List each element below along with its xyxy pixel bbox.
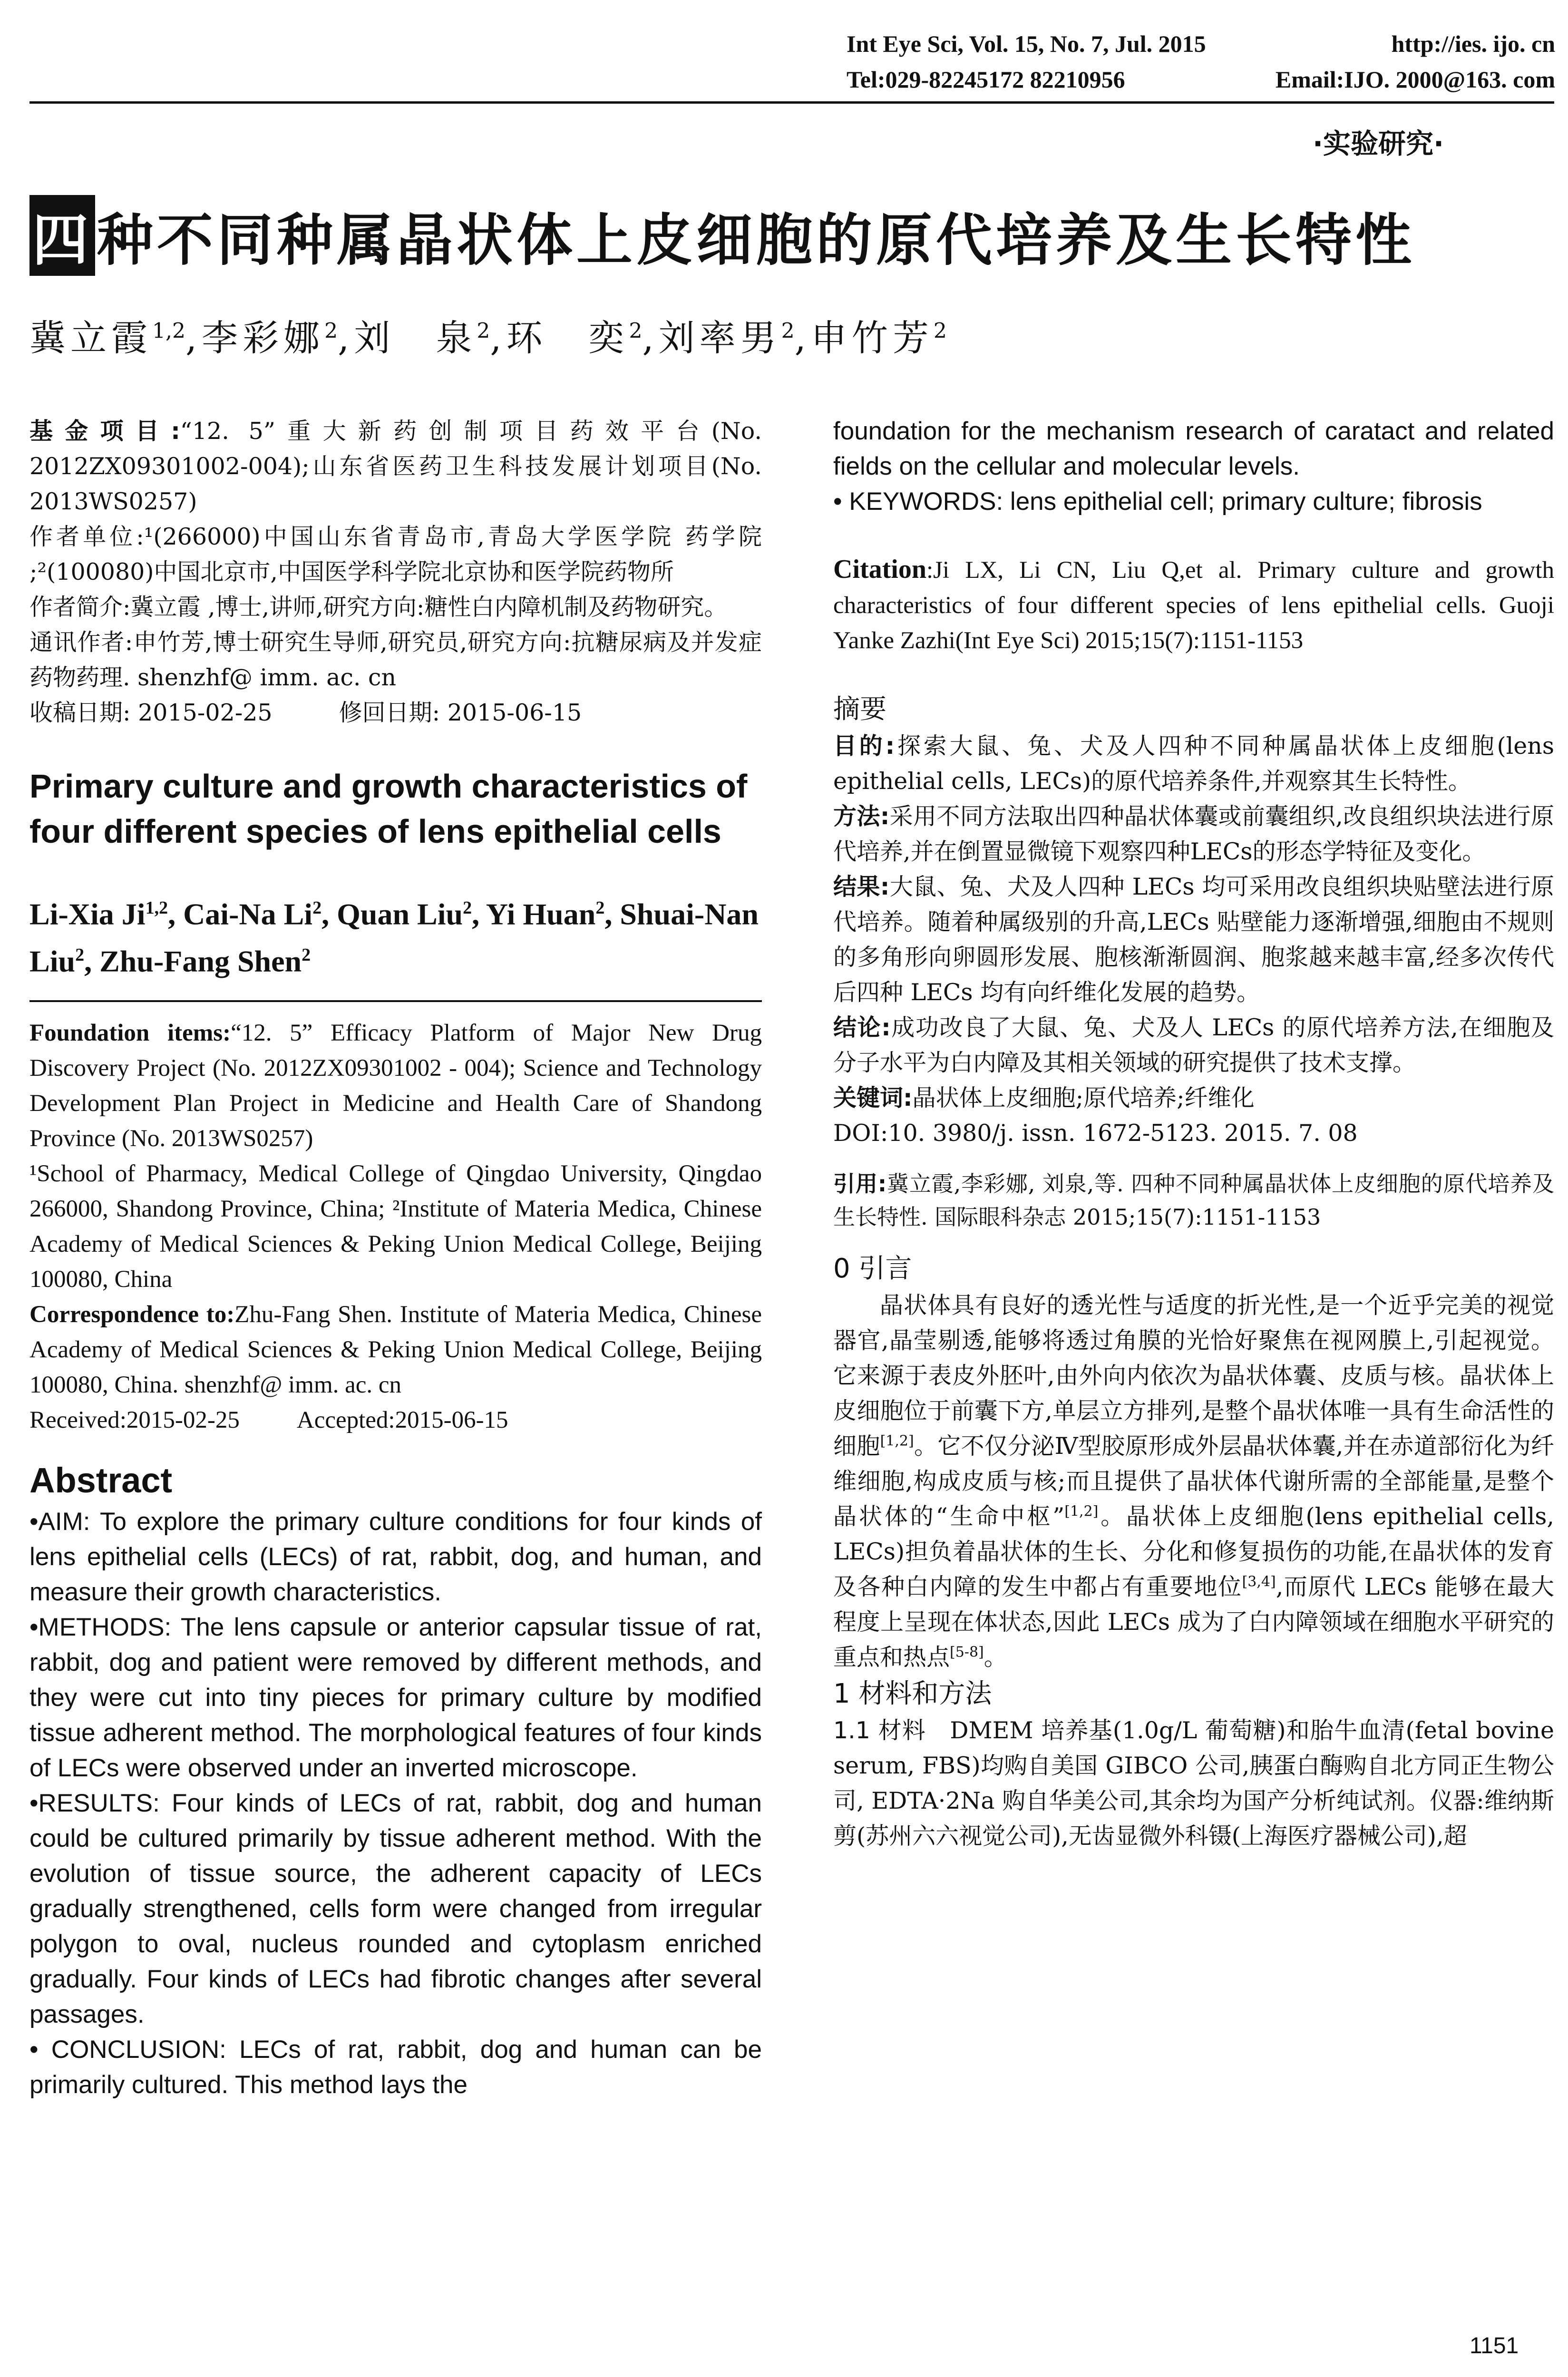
aim-cn-label: 目的:: [833, 732, 895, 760]
author-aff: 2: [463, 898, 472, 918]
abstract-cn-keywords: [833, 1081, 1554, 1116]
author-aff: 2: [75, 945, 85, 965]
abstract-cn-results: [833, 869, 1554, 1010]
corr-cn: [29, 625, 762, 695]
materials-text: DMEM 培养基(1.0g/L 葡萄糖)和胎牛血清(fetal bovine serum, FBS)均购自美国 GIBCO 公司,胰蛋白酶购自北方同正生物公司, EDTA·2Na 购自华美公司,其余均为国产分析纯试剂。仪器:维纳斯剪(苏州六六视觉公司),无齿显微外科镊(上海医疗器械公司),超: [833, 1717, 1554, 1850]
abstract-en-continued: [833, 414, 1554, 519]
unit-cn-label: 作者单位:: [29, 523, 144, 550]
abstract-en: [29, 1504, 762, 2103]
journal-url: http://ies. ijo. cn: [1391, 30, 1555, 57]
author-cn: 冀立霞: [29, 317, 152, 359]
keywords-cn-text: 晶状体上皮细胞;原代培养;纤维化: [912, 1084, 1255, 1111]
author-cn: 李彩娜: [202, 317, 325, 359]
unit-cn: [29, 519, 762, 590]
corr-en-text: Zhu-Fang Shen. Institute of Materia Medica, Chinese Academy of Medical Sciences & Peking Union Medical College, Beijing 100080, China. shenzhf@ imm. ac. cn: [29, 1301, 762, 1398]
methods-cn-text: 采用不同方法取出四种晶状体囊或前囊组织,改良组织块法进行原代培养,并在倒置显微镜下观察四种LECs的形态学特征及变化。: [833, 803, 1554, 865]
abstract-conclusion-start: • CONCLUSION: LECs of rat, rabbit, dog and human can be primarily cultured. This method lays the: [29, 2035, 762, 2099]
author-aff: 2: [312, 898, 322, 918]
abstract-cn: [833, 729, 1554, 1151]
dates-en: [29, 1403, 762, 1438]
reference-mark: [1,2]: [1064, 1503, 1099, 1520]
results-cn-text: 大鼠、兔、犬及人四种 LECs 均可采用改良组织块贴壁法进行原代培养。随着种属级别的升高,LECs 贴壁能力逐渐增强,细胞由不规则的多角形向卵圆形发展、胞核渐渐圆润、胞浆越来越丰富,经多次传代后四种 LECs 均有向纤维化发展的趋势。: [833, 873, 1554, 1006]
fund-en-label: Foundation items:: [29, 1019, 231, 1046]
abstract-keywords: • KEYWORDS: lens epithelial cell; primary culture; fibrosis: [833, 487, 1482, 516]
author-en: Yi Huan: [486, 897, 596, 931]
bio-cn-text: 冀立霞 ,博士,讲师,研究方向:糖性白内障机制及药物研究。: [130, 594, 728, 621]
citation-en-label: Citation: [833, 555, 926, 584]
journal-tel: Tel:029-82245172 82210956: [847, 66, 1125, 93]
author-cn: 刘率男: [658, 317, 781, 359]
author-en: Shuai-Nan Liu: [29, 897, 759, 978]
page-number: 1151: [1470, 2333, 1519, 2358]
author-aff: 2: [629, 319, 643, 343]
reference-mark: [1,2]: [880, 1432, 914, 1450]
corr-cn-text: 申竹芳,博士研究生导师,研究员,研究方向:抗糖尿病及并发症药物药理. shenzhf@ imm. ac. cn: [29, 629, 762, 691]
english-title: Primary culture and growth characteristics of four different species of lens epithelial cells: [29, 768, 748, 850]
fund-en: [29, 1015, 762, 1156]
aim-cn-text: 探索大鼠、兔、犬及人四种不同种属晶状体上皮细胞(lens epithelial cells, LECs)的原代培养条件,并观察其生长特性。: [833, 732, 1554, 795]
fund-cn: [29, 414, 762, 519]
abstract-methods: •METHODS: The lens capsule or anterior capsular tissue of rat, rabbit, dog and patient were removed by different methods, and they were cut into tiny pieces for primary culture by modified tissue adherent method. The morphological features of four kinds of LECs were observed under an inverted microscope.: [29, 1613, 762, 1782]
methods-heading: 1 材料和方法: [833, 1678, 992, 1709]
author-aff: 2: [302, 945, 311, 965]
left-column: [29, 414, 762, 2103]
methods-cn-label: 方法:: [833, 803, 890, 830]
keywords-cn-label: 关键词:: [833, 1084, 913, 1111]
corr-cn-label: 通讯作者:: [29, 629, 133, 656]
english-authors: Li-Xia Ji$^{1,2}$, Cai-Na Li$^2$, Quan Liu$^2$, Yi Huan$^2$, Shuai-Nan Liu$^2$, Zhu-Fang Shen$^2$: [29, 897, 759, 978]
intro-text: ,而原代 LECs 能够在最大程度上呈现在体状态,因此 LECs 成为了白内障领域在细胞水平研究的重点和热点: [833, 1573, 1554, 1671]
intro-text: 晶状体具有良好的透光性与适度的折光性,是一个近乎完美的视觉器官,晶莹剔透,能够将透过角膜的光恰好聚焦在视网膜上,引起视觉。它来源于表皮外胚叶,由外向内依次为晶状体囊、皮质与核。晶状体上皮细胞位于前囊下方,单层立方排列,是整个晶状体唯一具有生命活性的细胞: [833, 1292, 1554, 1460]
citation-cn-label: 引用:: [833, 1171, 887, 1197]
intro-text: 。: [984, 1644, 1007, 1671]
author-aff: 2: [781, 319, 795, 343]
english-article-info: [29, 1015, 762, 1438]
materials-label: 1.1 材料: [833, 1717, 926, 1744]
abstract-cn-methods: [833, 799, 1554, 869]
reference-mark: [5-8]: [950, 1644, 984, 1661]
chinese-authors: 冀立霞$^{1,2}$,李彩娜$^2$,刘 泉$^2$,环 奕$^2$,刘率男$^2$,申竹芳$^2$: [29, 317, 947, 359]
title-first-char: 四: [29, 195, 95, 276]
bio-cn: [29, 590, 762, 625]
intro-paragraph: [833, 1288, 1554, 1675]
author-aff: 2: [595, 898, 605, 918]
results-cn-label: 结果:: [833, 873, 890, 900]
author-cn: 刘 泉: [354, 317, 477, 359]
author-cn: 申竹芳: [810, 317, 934, 359]
unit-cn-text: ¹(266000)中国山东省青岛市,青岛大学医学院 药学院 ;²(100080)中国北京市,中国医学科学院北京协和医学院药物所: [29, 523, 762, 585]
materials-paragraph: [833, 1713, 1554, 1854]
journal-email: Email:IJO. 2000@163. com: [1275, 66, 1555, 93]
intro-text: 。晶状体上皮细胞(lens epithelial cells, LECs)担负着晶状体的生长、分化和修复损伤的功能,在晶状体的发育及各种白内障的发生中都占有重要地位: [833, 1503, 1554, 1600]
journal-citation-line: Int Eye Sci, Vol. 15, No. 7, Jul. 2015: [847, 30, 1206, 57]
abstract-heading: Abstract: [29, 1460, 173, 1500]
author-en: Quan Liu: [337, 897, 463, 931]
title-rest: 种不同种属晶状体上皮细胞的原代培养及生长特性: [97, 207, 1416, 273]
author-aff: 2: [477, 319, 490, 343]
author-en: Zhu-Fang Shen: [99, 944, 302, 978]
section-rule: [29, 1000, 762, 1002]
abstract-results: •RESULTS: Four kinds of LECs of rat, rabbit, dog and human could be cultured primarily by tissue adherent method. With the evolution of tissue source, the adherent capacity of LECs gradually strengthened, cells form were changed from irregular polygon to oval, nucleus rounded and cytoplasm enriched gradually. Four kinds of LECs had fibrotic changes after several passages.: [29, 1789, 762, 2028]
citation-cn-text: 冀立霞,李彩娜, 刘泉,等. 四种不同种属晶状体上皮细胞的原代培养及生长特性. 国际眼科杂志 2015;15(7):1151-1153: [833, 1171, 1554, 1230]
corr-en: [29, 1297, 762, 1403]
abstract-aim: •AIM: To explore the primary culture conditions for four kinds of lens epithelial cells (LECs) of rat, rabbit, dog, and human, and measure their growth characteristics.: [29, 1507, 762, 1606]
accepted-en: Accepted:2015-06-15: [296, 1406, 508, 1433]
author-aff: 1,2: [152, 319, 185, 343]
corr-en-label: Correspondence to:: [29, 1301, 235, 1328]
journal-header: [847, 26, 1555, 102]
chinese-article-info: [29, 414, 762, 731]
intro-text: 。它不仅分泌Ⅳ型胶原形成外层晶状体囊,并在赤道部衍化为纤维细胞,构成皮质与核;而且提供了晶状体代谢所需的全部能量,是整个晶状体的“生命中枢”: [833, 1432, 1554, 1530]
fund-en-text: “12. 5” Efficacy Platform of Major New Drug Discovery Project (No. 2012ZX09301002 - 004); Science and Technology Development Plan Project in Medicine and Health Care of Shandong Province (No. 2013WS0257): [29, 1019, 762, 1152]
author-aff: 2: [933, 319, 947, 343]
header-rule: [29, 101, 1554, 104]
citation-en-text: :Ji LX, Li CN, Liu Q,et al. Primary culture and growth characteristics of four different species of lens epithelial cells. Guoji Yanke Zazhi(Int Eye Sci) 2015;15(7):1151-1153: [833, 557, 1554, 654]
fund-cn-text: “12. 5”重大新药创制项目药效平台(No. 2012ZX09301002-004);山东省医药卫生科技发展计划项目(No. 2013WS0257): [29, 418, 762, 515]
right-column: [833, 414, 1554, 1854]
revised-cn: 修回日期: 2015-06-15: [339, 699, 582, 726]
dates-cn: [29, 695, 762, 731]
author-en: Cai-Na Li: [183, 897, 313, 931]
reference-mark: [3,4]: [1242, 1573, 1276, 1590]
author-cn: 环 奕: [506, 317, 629, 359]
abstract-conclusion-end: foundation for the mechanism research of caratact and related fields on the cellular and molecular levels.: [833, 417, 1554, 480]
abstract-cn-conclusion: [833, 1010, 1554, 1081]
conclusion-cn-text: 成功改良了大鼠、兔、犬及人 LECs 的原代培养方法,在细胞及分子水平为白内障及其相关领域的研究提供了技术支撑。: [833, 1014, 1554, 1076]
doi: DOI:10. 3980/j. issn. 1672-5123. 2015. 7. 08: [833, 1120, 1358, 1147]
citation-cn: [833, 1167, 1554, 1234]
received-cn: 收稿日期: 2015-02-25: [29, 699, 273, 726]
bio-cn-label: 作者简介:: [29, 594, 131, 621]
affiliations-en: ¹School of Pharmacy, Medical College of Qingdao University, Qingdao 266000, Shandong Province, China; ²Institute of Materia Medica, Chinese Academy of Medical Sciences & Peking Union Medical College, Beijing 100080, China: [29, 1160, 762, 1293]
citation-en: [833, 552, 1554, 658]
chinese-title: [29, 195, 1415, 276]
intro-heading: 0 引言: [833, 1253, 912, 1284]
fund-cn-label: 基金项目:: [29, 418, 180, 445]
abstract-cn-heading: 摘要: [833, 694, 886, 725]
author-en: Li-Xia Ji: [29, 897, 146, 931]
abstract-cn-aim: [833, 729, 1554, 799]
section-label: ·实验研究·: [1313, 127, 1444, 160]
author-aff: 1,2: [145, 898, 168, 918]
conclusion-cn-label: 结论:: [833, 1014, 891, 1041]
author-aff: 2: [324, 319, 338, 343]
received-en: Received:2015-02-25: [29, 1406, 240, 1433]
